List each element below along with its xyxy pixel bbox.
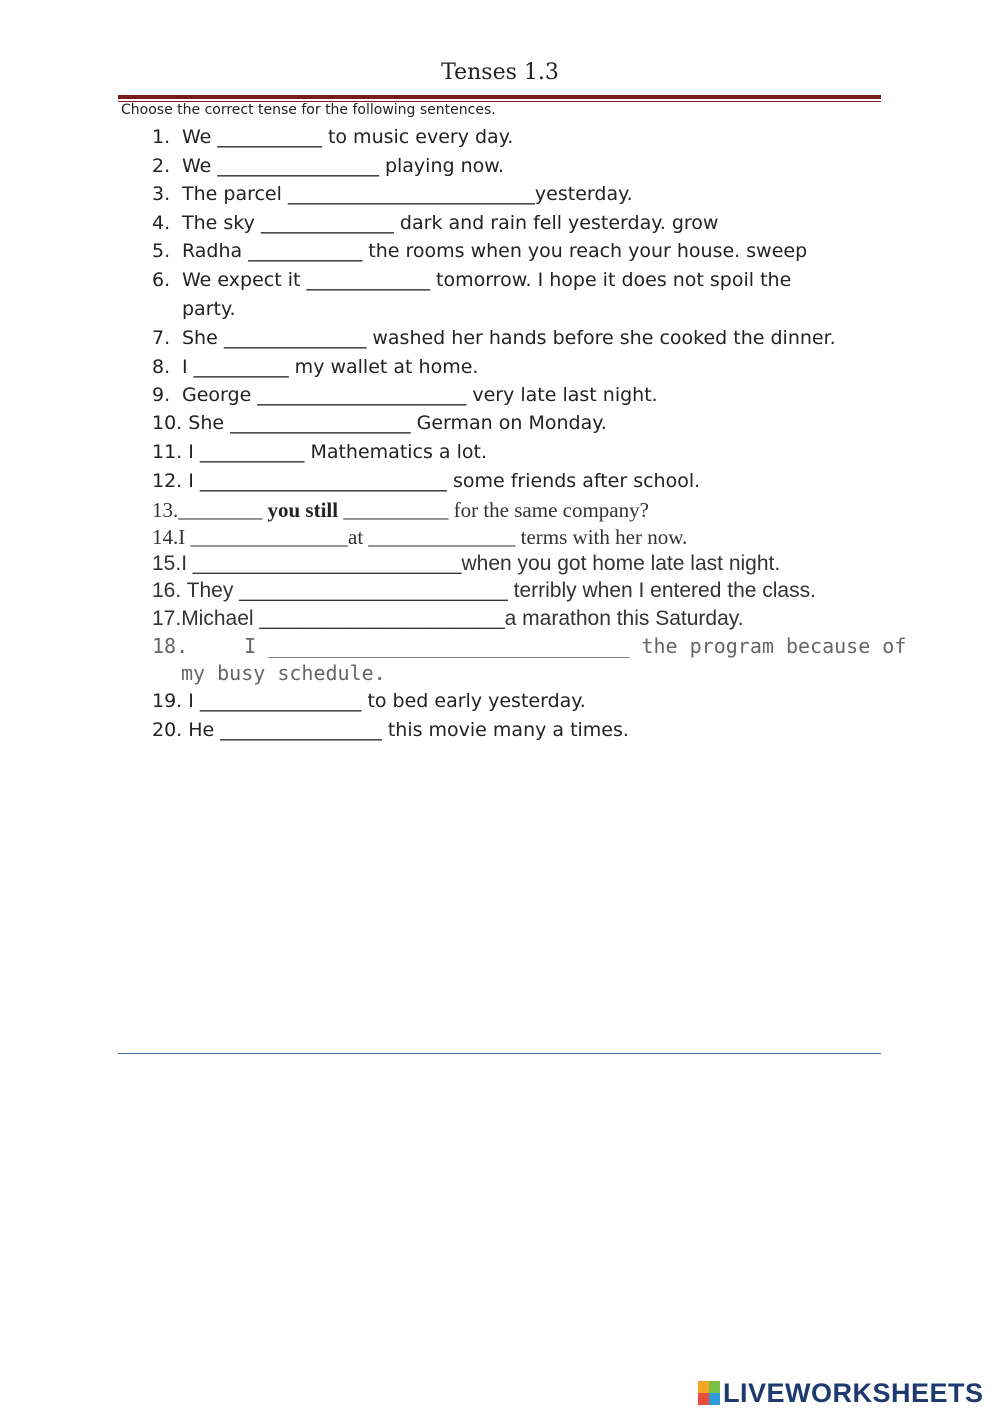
question-number: 19. xyxy=(152,690,183,712)
question-4[interactable] xyxy=(152,212,718,234)
question-20[interactable] xyxy=(152,719,629,741)
question-number: 6. xyxy=(152,269,171,291)
question-number: 5. xyxy=(152,240,171,262)
question-text: party. xyxy=(182,298,236,320)
logo-square xyxy=(709,1393,720,1405)
question-number: 4. xyxy=(152,212,171,234)
instructions: Choose the correct tense for the following sentences. xyxy=(121,102,496,118)
title-underline-thick xyxy=(118,95,881,99)
logo-square xyxy=(698,1393,709,1405)
question-16[interactable]: 16. They _______________________ terribly when I entered the class. xyxy=(152,579,816,602)
question-15[interactable]: 15.I _______________________when you got home late last night. xyxy=(152,552,781,575)
logo-mark-icon xyxy=(698,1381,720,1405)
logo-square xyxy=(709,1381,720,1393)
question-5[interactable] xyxy=(152,240,807,262)
question-number: 10. xyxy=(152,412,183,434)
question-text: I __________ my wallet at home. xyxy=(182,356,479,378)
question-text: She _______________ washed her hands before she cooked the dinner. xyxy=(182,327,836,349)
footer-divider xyxy=(118,1053,881,1054)
question-text: Radha ____________ the rooms when you reach your house. sweep xyxy=(182,240,808,262)
question-suffix: __________ for the same company? xyxy=(338,498,649,522)
question-18-continued: my busy schedule. xyxy=(181,661,386,685)
question-text: We _________________ playing now. xyxy=(182,155,505,177)
question-1[interactable] xyxy=(152,126,513,148)
question-number: 7. xyxy=(152,327,171,349)
question-18[interactable] xyxy=(152,634,906,658)
question-text: I ___________ Mathematics a lot. xyxy=(188,441,488,463)
worksheet-title: Tenses 1.3 xyxy=(441,60,559,85)
question-19[interactable] xyxy=(152,690,586,712)
question-12[interactable] xyxy=(152,470,700,492)
question-number: 2. xyxy=(152,155,171,177)
question-text: He _________________ this movie many a times. xyxy=(188,719,629,741)
question-text: She ___________________ German on Monday. xyxy=(188,412,607,434)
question-number: 1. xyxy=(152,126,171,148)
question-text: George ______________________ very late last night. xyxy=(182,384,658,406)
question-6[interactable] xyxy=(152,269,791,291)
question-11[interactable] xyxy=(152,441,487,463)
question-text: We ___________ to music every day. xyxy=(182,126,514,148)
question-10[interactable] xyxy=(152,412,607,434)
logo-text: LIVEWORKSHEETS xyxy=(723,1377,984,1408)
question-prefix: 13.________ xyxy=(152,498,268,522)
question-number: 18. xyxy=(152,634,189,658)
question-number: 8. xyxy=(152,356,171,378)
question-9[interactable] xyxy=(152,384,658,406)
question-17[interactable]: 17.Michael _____________________a marathon this Saturday. xyxy=(152,607,744,630)
question-2[interactable] xyxy=(152,155,504,177)
question-7[interactable] xyxy=(152,327,836,349)
question-13[interactable] xyxy=(152,498,649,523)
question-number: 9. xyxy=(152,384,171,406)
question-bold-phrase: you still xyxy=(267,498,339,522)
question-14[interactable]: 14.I _______________at ______________ terms with her now. xyxy=(152,525,688,549)
question-number: 11. xyxy=(152,441,183,463)
liveworksheets-logo xyxy=(698,1378,984,1408)
question-text: The sky ______________ dark and rain fell yesterday. grow xyxy=(182,212,719,234)
question-number: 12. xyxy=(152,470,183,492)
question-text: I _________________ to bed early yesterday. xyxy=(188,690,586,712)
question-text: We expect it _____________ tomorrow. I hope it does not spoil the xyxy=(182,269,792,291)
question-text: I ______________________________ the program because of xyxy=(244,634,907,658)
question-text: I __________________________ some friends after school. xyxy=(188,470,701,492)
question-3[interactable] xyxy=(152,183,633,205)
question-8[interactable] xyxy=(152,356,478,378)
question-text: The parcel __________________________yesterday. xyxy=(182,183,633,205)
logo-square xyxy=(698,1381,709,1393)
question-number: 3. xyxy=(152,183,171,205)
question-6-continued xyxy=(152,298,236,320)
question-number: 20. xyxy=(152,719,183,741)
